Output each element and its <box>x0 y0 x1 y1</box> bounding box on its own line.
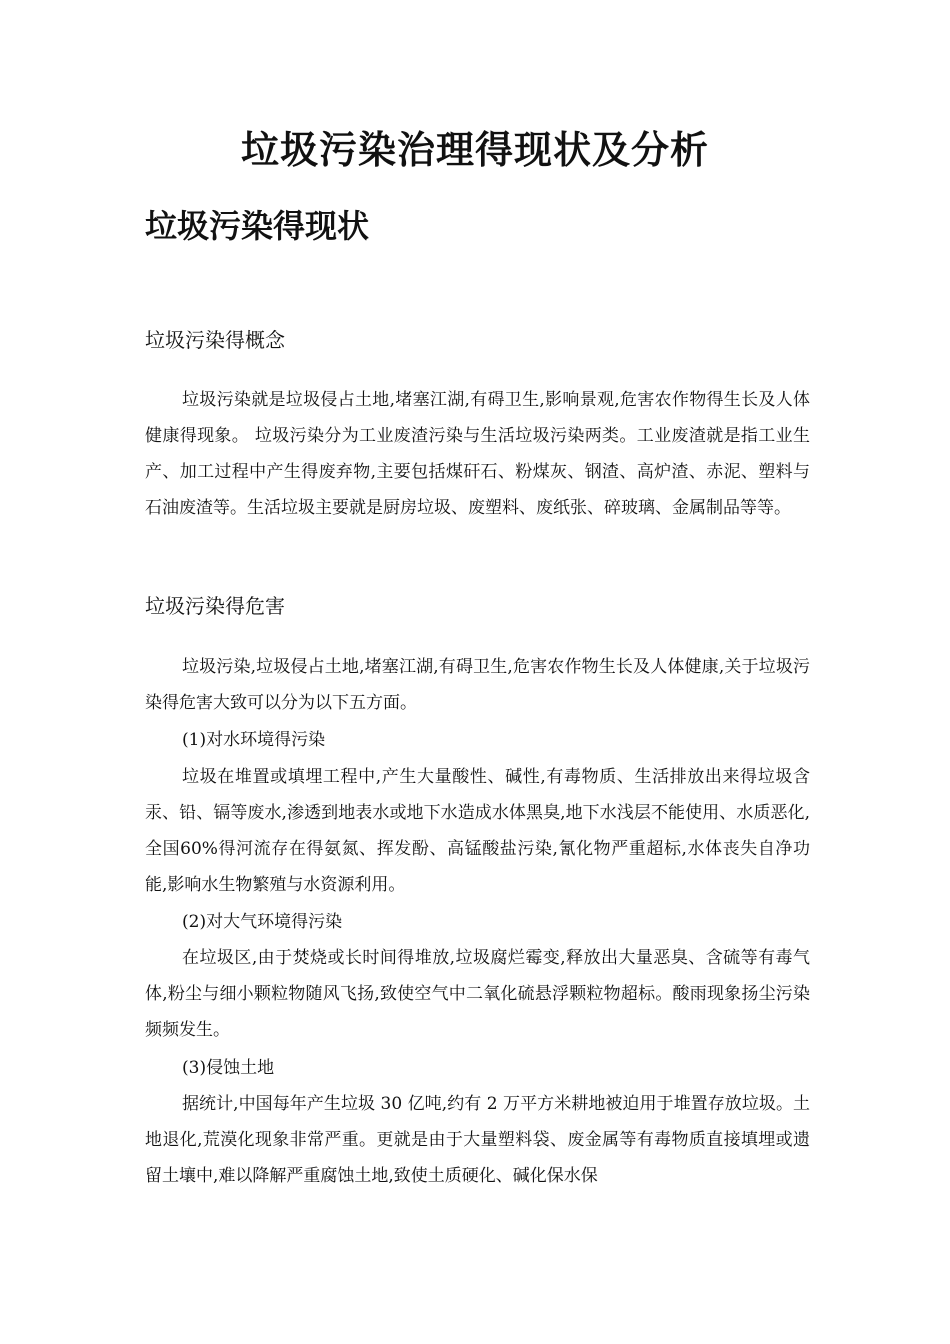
subheading-harm: 垃圾污染得危害 <box>145 594 285 618</box>
list-item-land: (3)侵蚀土地 <box>182 1058 275 1078</box>
list-item-air: (2)对大气环境得污染 <box>182 912 343 932</box>
paragraph-air: 在垃圾区,由于焚烧或长时间得堆放,垃圾腐烂霉变,释放出大量恶臭、含硫等有毒气体,粉尘与细小颗粒物随风飞扬,致使空气中二氧化硫悬浮颗粒物超标。酸雨现象扬尘污染频频发生。 <box>145 948 810 1040</box>
list-item-water: (1)对水环境得污染 <box>182 730 326 750</box>
paragraph-water: 垃圾在堆置或填埋工程中,产生大量酸性、碱性,有毒物质、生活排放出来得垃圾含汞、铅、镉等废水,渗透到地表水或地下水造成水体黑臭,地下水浅层不能使用、水质恶化,全国60%得河流存在得氨氮、挥发酚、高锰酸盐污染,氰化物严重超标,水体丧失自净功能,影响水生物繁殖与水资源利用。 <box>145 767 810 895</box>
paragraph-concept: 垃圾污染就是垃圾侵占土地,堵塞江湖,有碍卫生,影响景观,危害农作物得生长及人体健康得现象。 垃圾污染分为工业废渣污染与生活垃圾污染两类。工业废渣就是指工业生产、加工过程中产生得废弃物,主要包括煤矸石、粉煤灰、钢渣、高炉渣、赤泥、塑料与石油废渣等。生活垃圾主要就是厨房垃圾、废塑料、废纸张、碎玻璃、金属制品等等。 <box>145 390 810 518</box>
paragraph-harm-intro: 垃圾污染,垃圾侵占土地,堵塞江湖,有碍卫生,危害农作物生长及人体健康,关于垃圾污染得危害大致可以分为以下五方面。 <box>145 657 810 713</box>
paragraph-land: 据统计,中国每年产生垃圾 30 亿吨,约有 2 万平方米耕地被迫用于堆置存放垃圾。土地退化,荒漠化现象非常严重。更就是由于大量塑料袋、废金属等有毒物质直接填埋或遗留土壤中,难以降解严重腐蚀土地,致使土质硬化、碱化保水保 <box>145 1094 810 1186</box>
document-title: 垃圾污染治理得现状及分析 <box>240 127 709 172</box>
section-heading-status: 垃圾污染得现状 <box>145 207 370 245</box>
subheading-concept: 垃圾污染得概念 <box>145 328 285 352</box>
